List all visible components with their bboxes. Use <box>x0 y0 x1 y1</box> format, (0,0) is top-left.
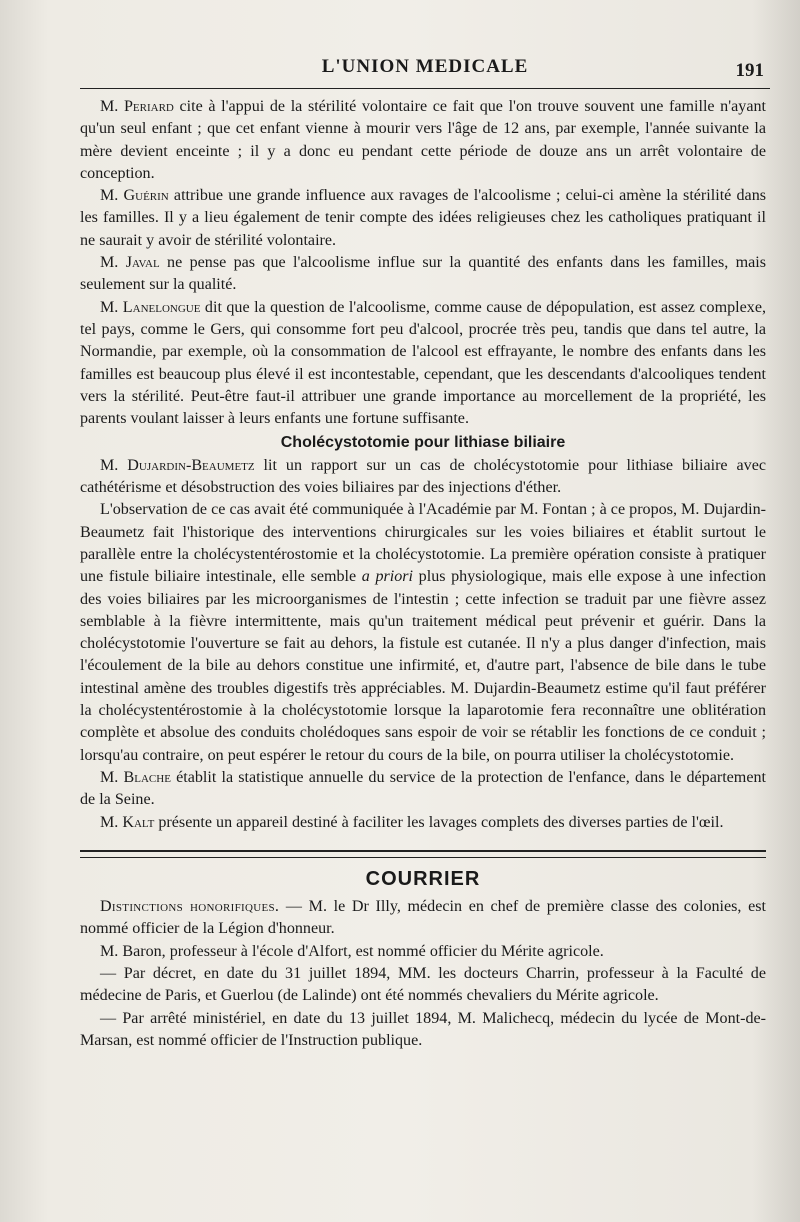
paragraph-lanelongue <box>80 297 766 431</box>
paragraph-text: lit un rapport sur un cas de cholécystotomie pour lithiase biliaire avec cathétérisme et désobstruction des voies biliaires par des injections d'éther. <box>80 456 766 497</box>
paragraph-periard <box>80 96 766 185</box>
italic-phrase: a priori <box>361 568 414 586</box>
paragraph-text: dit que la question de l'alcoolisme, comme cause de dépopulation, est assez complexe, tel pays, comme le Gers, qui consomme fort peu d'alcool, procrée très peu, tandis que dans tel autre, la Normandie, par exemple, où la consommation de l'alcool est effrayante, le nombre des enfants dans les familles est beaucoup plus élevé il est incontestable, cependant, que les descendants d'alcooliques tendent vers la stérilité. Peut-être faut-il attribuer une grande importance au morcellement de la propriété, les parents voulant laisser à leurs enfants une fortune suffisante. <box>80 298 766 428</box>
courrier-item: M. Baron, professeur à l'école d'Alfort, est nommé officier du Mérite agricole. <box>100 942 604 960</box>
speaker-name: M. Kalt <box>100 813 155 831</box>
paragraph-dujardin-report <box>80 455 766 500</box>
paragraph-blache <box>80 767 766 812</box>
speaker-name: M. Blache <box>100 768 171 786</box>
speaker-name: M. Lanelongue <box>100 298 201 316</box>
header-rule <box>80 88 770 89</box>
paragraph-text: plus physiologique, mais elle expose à une infection des voies biliaires par les microorganismes de l'intestin ; cette infection se traduit par une fièvre assez semblable à la fièvre intermittente, mais qu'un traitement médical peut prévenir et guérir. Dans la cholécystotomie l'ouverture se fait au dehors, la fistule est cutanée. Il n'y a plus danger d'infection, mais l'écoulement de la bile au dehors constitue une infirmité, et, d'autre part, l'absence de bile dans le tube intestinal amène des troubles digestifs très appréciables. M. Dujardin-Beaumetz estime qu'il faut préférer la cholécystentérostomie à la cholécystotomie lorsque la laparotomie fera reconnaître une oblitération complète et absolue des conduits cholédoques sans espoir de voir se rétablir les fonctions de ce conduit ; lorsqu'au contraire, on peut espérer le retour du cours de la bile, on pourra utiliser la cholécystotomie. <box>80 568 767 764</box>
paragraph-text: L'observation de ce cas avait été communiquée à l'Académie par M. Fontan ; à ce propos, M. Dujardin-Beaumetz fait l'historique des interventions chirurgicales sur les voies biliaires et établit surtout le parallèle entre la cholécystentérostomie et la cholécystotomie. La première opération consiste à pratiquer une fistule biliaire intestinale, elle semble <box>80 501 766 586</box>
running-title: L'UNION MEDICALE <box>321 56 529 77</box>
section-title: Cholécystotomie pour lithiase biliaire <box>280 434 566 452</box>
paragraph-text: ne pense pas que l'alcoolisme influe sur la quantité des enfants dans les familles, mais seulement sur la qualité. <box>80 254 766 294</box>
paragraph-observation <box>80 499 766 767</box>
paragraph-text: attribue une grande influence aux ravages de l'alcoolisme ; celui-ci amène la stérilité dans les familles. Il y a lieu également de tenir compte des idées religieuses chez les catholiques pratiquant il ne saurait y avoir de stérilité volontaire. <box>80 187 766 249</box>
page-header <box>80 52 770 92</box>
speaker-name: M. Guérin <box>100 187 169 205</box>
paragraph-text: présente un appareil destiné à faciliter les lavages complets des diverses parties de l'œil. <box>154 813 724 831</box>
paragraph-guerin <box>80 185 766 252</box>
courrier-item: — Par arrêté ministériel, en date du 13 juillet 1894, M. Malichecq, médecin du lycée de Mont-de-Marsan, est nommé officier de l'Instruction publique. <box>80 1009 766 1049</box>
paragraph-javal <box>80 252 766 297</box>
page-number: 191 <box>735 60 764 81</box>
courrier-item: — Par décret, en date du 31 juillet 1894, MM. les docteurs Charrin, professeur à la Faculté de médecine de Paris, et Guerlou (de Lalinde) ont été nommés chevaliers du Mérite agricole. <box>80 964 766 1005</box>
courrier-text: — M. le Dr Illy, médecin en chef de première classe des colonies, est nommé officier de la Légion d'honneur. <box>80 898 766 938</box>
paragraph-text: cite à l'appui de la stérilité volontaire ce fait que l'on trouve souvent une famille n'ayant qu'un seul enfant ; que cet enfant vienne à mourir vers l'âge de 12 ans, par exemple, l'année suivante la mère devient enceinte ; il y a donc eu pendant cette période de douze ans un arrêt volontaire de conception. <box>80 98 766 182</box>
distinctions-label: Distinctions honorifiques. <box>100 898 280 916</box>
courrier-title: COURRIER <box>365 867 481 890</box>
paragraph-kalt <box>80 812 766 834</box>
speaker-name: M. Periard <box>100 98 174 115</box>
page-content <box>80 96 766 1052</box>
speaker-name: M. Javal <box>100 254 160 272</box>
section-divider <box>80 850 766 858</box>
speaker-name: M. Dujardin-Beaumetz <box>100 456 255 474</box>
courrier-item <box>80 896 766 941</box>
paragraph-text: établit la statistique annuelle du service de la protection de l'enfance, dans le département de la Seine. <box>80 768 766 809</box>
